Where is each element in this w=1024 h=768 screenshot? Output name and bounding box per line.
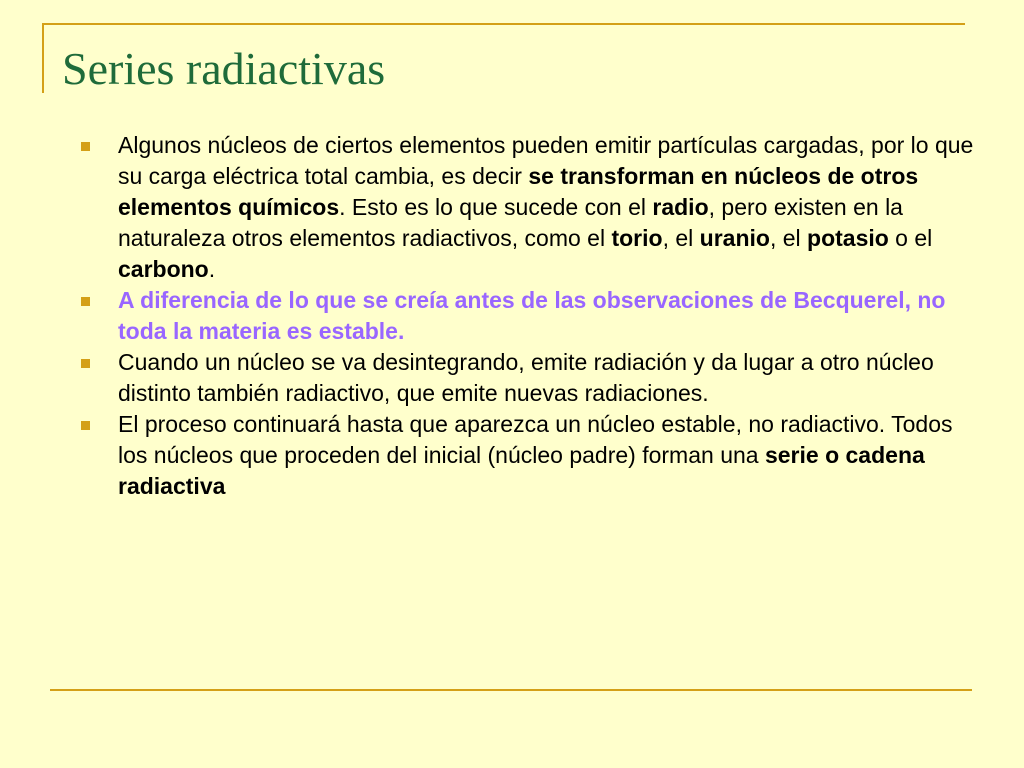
bullet-item-1 (80, 130, 985, 285)
bullet-text: Algunos núcleos de ciertos elementos pueden emitir partículas cargadas, por lo que su carga eléctrica total cambia, es decir (118, 132, 974, 189)
left-rule (42, 23, 44, 93)
bold-text: radio (652, 194, 709, 220)
bottom-rule (50, 689, 972, 691)
bullet-text: Cuando un núcleo se va desintegrando, emite radiación y da lugar a otro núcleo distinto también radiactivo, que emite nuevas radiaciones. (118, 349, 934, 406)
bullet-item-4 (80, 409, 985, 502)
bullet-item-2 (80, 285, 985, 347)
bold-text: uranio (699, 225, 770, 251)
bullet-text: El proceso continuará hasta que aparezca un núcleo estable, no radiactivo. Todos los núcleos que proceden del inicial (núcleo padre) forman una (118, 411, 953, 468)
bold-text: se transforman en núcleos de otros elementos químicos (118, 163, 919, 220)
square-bullet-icon (81, 297, 90, 306)
bullet-item-3 (80, 347, 985, 409)
bullet-text: . Esto es lo que sucede con el (339, 194, 653, 220)
square-bullet-icon (81, 421, 90, 430)
highlighted-bullet-text: A diferencia de lo que se creía antes de las observaciones de Becquerel, no toda la materia es estable. (118, 287, 946, 344)
bullet-list (80, 130, 985, 502)
bullet-text: o el (888, 225, 933, 251)
bold-text: torio (611, 225, 663, 251)
square-bullet-icon (81, 142, 90, 151)
bullet-text: . (208, 256, 216, 282)
bullet-text: , el (662, 225, 700, 251)
bullet-text: , el (769, 225, 808, 251)
top-rule (42, 23, 965, 25)
bold-text: carbono (118, 256, 209, 282)
bullet-text: , pero existen en la naturaleza otros elementos radiactivos, como el (118, 194, 903, 251)
slide-title: Series radiactivas (62, 43, 386, 94)
bold-text: serie o cadena radiactiva (118, 442, 925, 499)
square-bullet-icon (81, 359, 90, 368)
bold-text: potasio (807, 225, 889, 251)
